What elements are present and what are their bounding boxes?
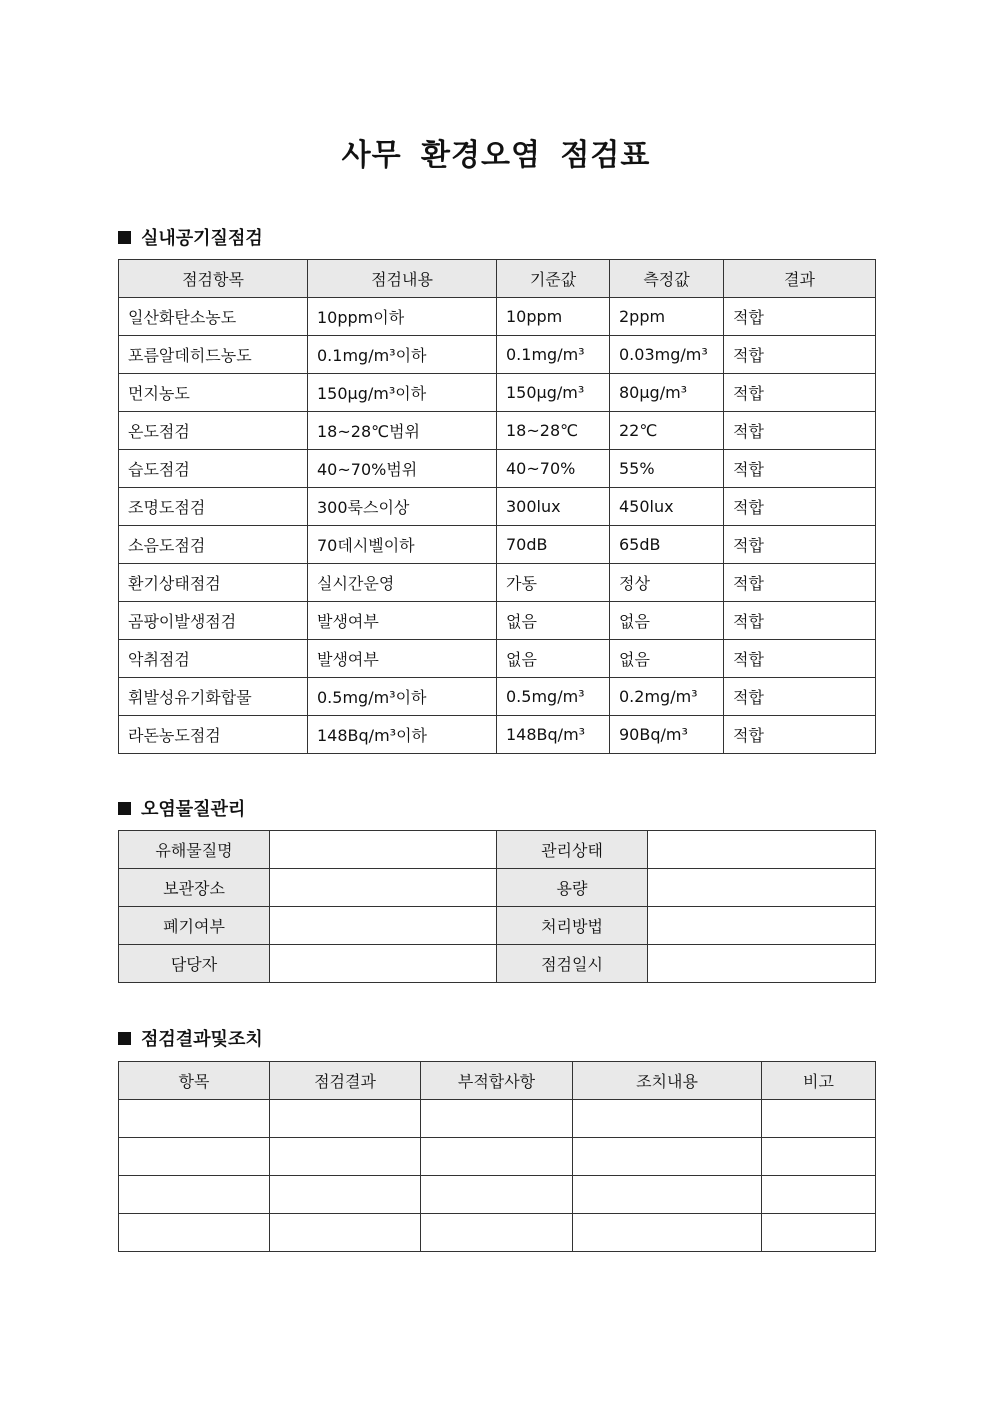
table-cell: 10ppm (497, 298, 610, 336)
table-cell: 150μg/m³이하 (308, 374, 497, 412)
square-bullet-icon (118, 1032, 131, 1045)
table-row (119, 945, 876, 983)
table-cell[interactable] (421, 1100, 573, 1138)
table-cell[interactable] (270, 1214, 421, 1252)
table-cell: 70데시벨이하 (308, 526, 497, 564)
square-bullet-icon (118, 231, 131, 244)
table-row (119, 1176, 876, 1214)
section-heading-result (118, 1025, 263, 1051)
table-cell: 정상 (610, 564, 724, 602)
header-cell: 기준값 (497, 260, 610, 298)
header-cell: 비고 (762, 1062, 876, 1100)
table-row (119, 1100, 876, 1138)
table-cell: 300룩스이상 (308, 488, 497, 526)
field-value[interactable] (648, 907, 876, 945)
header-cell: 점검내용 (308, 260, 497, 298)
table-cell: 발생여부 (308, 640, 497, 678)
table-cell[interactable] (762, 1176, 876, 1214)
indoor-air-table-body (119, 298, 876, 754)
table-cell: 적합 (724, 526, 876, 564)
table-cell: 0.2mg/m³ (610, 678, 724, 716)
table-row (119, 488, 876, 526)
header-cell: 점검항목 (119, 260, 308, 298)
pollutant-table (118, 830, 876, 983)
field-value[interactable] (270, 907, 497, 945)
table-row (119, 602, 876, 640)
field-label: 유해물질명 (119, 831, 270, 869)
table-row (119, 298, 876, 336)
table-cell: 70dB (497, 526, 610, 564)
table-cell: 적합 (724, 298, 876, 336)
page-title: 사무 환경오염 점검표 (341, 138, 651, 173)
table-cell[interactable] (119, 1176, 270, 1214)
table-cell[interactable] (270, 1176, 421, 1214)
table-cell: 148Bq/m³ (497, 716, 610, 754)
header-cell: 부적합사항 (421, 1062, 573, 1100)
field-label: 보관장소 (119, 869, 270, 907)
result-table-body (119, 1100, 876, 1252)
table-row (119, 450, 876, 488)
table-cell[interactable] (270, 1138, 421, 1176)
table-row (119, 678, 876, 716)
table-cell[interactable] (421, 1176, 573, 1214)
table-cell: 적합 (724, 488, 876, 526)
table-row (119, 564, 876, 602)
table-row (119, 640, 876, 678)
table-cell: 18~28℃ (497, 412, 610, 450)
table-cell: 22℃ (610, 412, 724, 450)
field-label: 용량 (497, 869, 648, 907)
table-cell: 0.5mg/m³이하 (308, 678, 497, 716)
table-cell: 90Bq/m³ (610, 716, 724, 754)
table-row (119, 869, 876, 907)
table-row (119, 412, 876, 450)
table-cell: 148Bq/m³이하 (308, 716, 497, 754)
table-cell: 10ppm이하 (308, 298, 497, 336)
field-value[interactable] (270, 831, 497, 869)
table-cell: 가동 (497, 564, 610, 602)
table-cell: 450lux (610, 488, 724, 526)
table-cell[interactable] (762, 1138, 876, 1176)
table-header-row (119, 260, 876, 298)
table-row (119, 1214, 876, 1252)
table-cell: 적합 (724, 336, 876, 374)
field-value[interactable] (648, 869, 876, 907)
table-cell: 적합 (724, 602, 876, 640)
field-value[interactable] (270, 869, 497, 907)
field-value[interactable] (648, 945, 876, 983)
table-cell: 18~28℃범위 (308, 412, 497, 450)
field-label: 처리방법 (497, 907, 648, 945)
table-row (119, 374, 876, 412)
table-cell: 150μg/m³ (497, 374, 610, 412)
field-label: 점검일시 (497, 945, 648, 983)
table-cell: 환기상태점검 (119, 564, 308, 602)
section-heading-indoor-air (118, 224, 263, 250)
table-row (119, 526, 876, 564)
field-label: 담당자 (119, 945, 270, 983)
table-cell[interactable] (119, 1138, 270, 1176)
table-cell: 적합 (724, 450, 876, 488)
table-cell: 300lux (497, 488, 610, 526)
table-cell: 55% (610, 450, 724, 488)
field-value[interactable] (648, 831, 876, 869)
table-row (119, 831, 876, 869)
table-cell: 없음 (497, 640, 610, 678)
section-title: 실내공기질점검 (141, 228, 263, 249)
table-cell: 적합 (724, 640, 876, 678)
field-label: 폐기여부 (119, 907, 270, 945)
table-cell: 0.1mg/m³이하 (308, 336, 497, 374)
table-row (119, 716, 876, 754)
table-cell[interactable] (119, 1100, 270, 1138)
table-cell: 실시간운영 (308, 564, 497, 602)
table-cell: 40~70% (497, 450, 610, 488)
header-cell: 측정값 (610, 260, 724, 298)
table-row (119, 1138, 876, 1176)
table-cell[interactable] (119, 1214, 270, 1252)
section-title: 점검결과및조치 (141, 1029, 263, 1050)
table-cell: 적합 (724, 678, 876, 716)
table-cell: 악취점검 (119, 640, 308, 678)
table-cell[interactable] (573, 1176, 762, 1214)
table-cell: 없음 (610, 640, 724, 678)
table-cell: 먼지농도 (119, 374, 308, 412)
table-row (119, 907, 876, 945)
table-header-row (119, 1062, 876, 1100)
table-row (119, 336, 876, 374)
table-cell: 0.03mg/m³ (610, 336, 724, 374)
table-cell: 조명도점검 (119, 488, 308, 526)
table-cell: 적합 (724, 412, 876, 450)
field-label: 관리상태 (497, 831, 648, 869)
table-cell: 발생여부 (308, 602, 497, 640)
header-cell: 점검결과 (270, 1062, 421, 1100)
table-cell[interactable] (573, 1100, 762, 1138)
table-cell[interactable] (762, 1214, 876, 1252)
table-cell: 습도점검 (119, 450, 308, 488)
table-cell: 없음 (497, 602, 610, 640)
table-cell: 일산화탄소농도 (119, 298, 308, 336)
table-cell: 휘발성유기화합물 (119, 678, 308, 716)
section-title: 오염물질관리 (141, 799, 246, 820)
table-cell: 곰팡이발생점검 (119, 602, 308, 640)
table-cell[interactable] (421, 1138, 573, 1176)
header-cell: 항목 (119, 1062, 270, 1100)
table-cell[interactable] (421, 1214, 573, 1252)
table-cell: 0.5mg/m³ (497, 678, 610, 716)
table-cell: 적합 (724, 716, 876, 754)
table-cell: 라돈농도점검 (119, 716, 308, 754)
table-cell[interactable] (573, 1138, 762, 1176)
table-cell: 적합 (724, 564, 876, 602)
table-cell: 80μg/m³ (610, 374, 724, 412)
indoor-air-table (118, 259, 876, 754)
table-cell[interactable] (573, 1214, 762, 1252)
field-value[interactable] (270, 945, 497, 983)
pollutant-table-body (119, 831, 876, 983)
header-cell: 조치내용 (573, 1062, 762, 1100)
section-heading-pollutant (118, 795, 245, 821)
table-cell: 40~70%범위 (308, 450, 497, 488)
header-cell: 결과 (724, 260, 876, 298)
table-cell: 0.1mg/m³ (497, 336, 610, 374)
table-cell: 소음도점검 (119, 526, 308, 564)
table-cell: 포름알데히드농도 (119, 336, 308, 374)
table-cell: 2ppm (610, 298, 724, 336)
result-table (118, 1061, 876, 1252)
table-cell: 65dB (610, 526, 724, 564)
table-cell[interactable] (762, 1100, 876, 1138)
table-cell[interactable] (270, 1100, 421, 1138)
table-cell: 온도점검 (119, 412, 308, 450)
table-cell: 없음 (610, 602, 724, 640)
square-bullet-icon (118, 802, 131, 815)
table-cell: 적합 (724, 374, 876, 412)
